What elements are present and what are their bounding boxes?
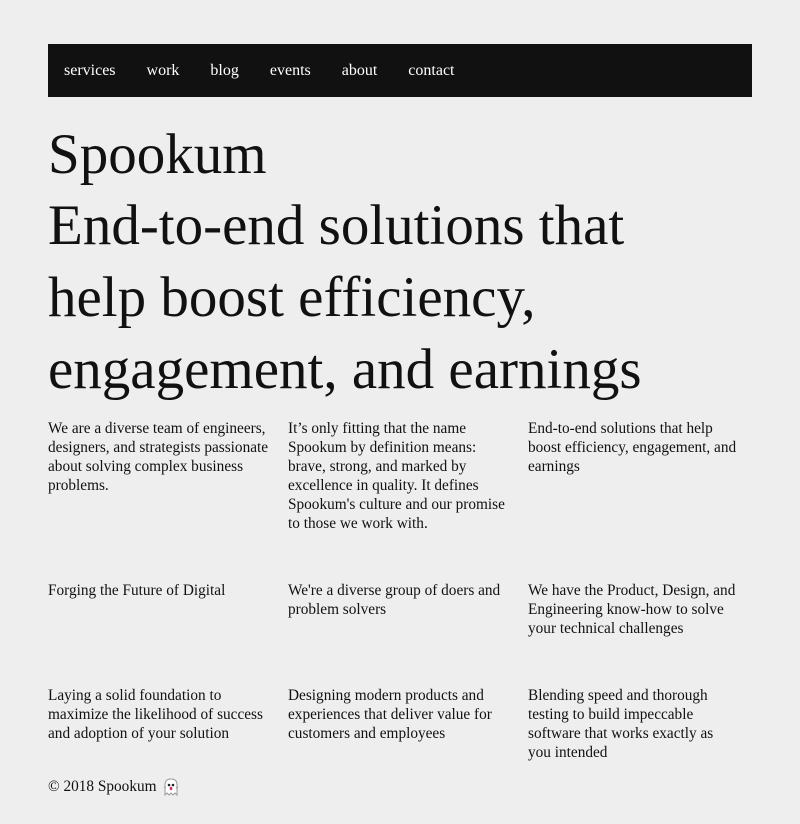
intro-text-team: We are a diverse team of engineers, designers, and strategists passionate about solving complex business problems. bbox=[48, 420, 269, 494]
value-text-future: Forging the Future of Digital bbox=[48, 582, 226, 599]
intro-text-solutions: End-to-end solutions that help boost efficiency, engagement, and earnings bbox=[528, 420, 737, 475]
nav-link-work[interactable]: work bbox=[146, 61, 180, 79]
process-text-testing: Blending speed and thorough testing to build impeccable software that works exactly as you intended bbox=[528, 687, 714, 761]
nav-link-about[interactable]: about bbox=[341, 61, 378, 79]
values-row bbox=[48, 581, 752, 638]
process-text-foundation: Laying a solid foundation to maximize the likelihood of success and adoption of your solution bbox=[48, 687, 263, 742]
footer bbox=[48, 777, 179, 796]
main-nav bbox=[48, 44, 752, 97]
value-text-doers: We're a diverse group of doers and problem solvers bbox=[288, 582, 501, 618]
nav-link-contact[interactable]: contact bbox=[408, 61, 455, 79]
nav-link-blog[interactable]: blog bbox=[210, 61, 239, 79]
process-text-design: Designing modern products and experiences that deliver value for customers and employees bbox=[288, 687, 492, 742]
brand-title: Spookum bbox=[48, 123, 267, 186]
ghost-icon bbox=[163, 778, 179, 796]
copyright-text: © 2018 Spookum bbox=[48, 778, 157, 795]
nav-link-services[interactable]: services bbox=[64, 61, 116, 79]
value-text-knowhow: We have the Product, Design, and Engineering know-how to solve your technical challenges bbox=[528, 582, 736, 637]
page bbox=[48, 0, 752, 795]
process-row bbox=[48, 686, 752, 762]
intro-text-name: It’s only fitting that the name Spookum by definition means: brave, strong, and marked by excellence in quality. It defines Spookum's culture and our promise to those we work with. bbox=[288, 420, 505, 532]
hero bbox=[48, 120, 752, 406]
nav-link-events[interactable]: events bbox=[269, 61, 311, 79]
hero-tagline: End-to-end solutions that help boost efficiency, engagement, and earnings bbox=[48, 194, 642, 401]
intro-row bbox=[48, 419, 752, 533]
